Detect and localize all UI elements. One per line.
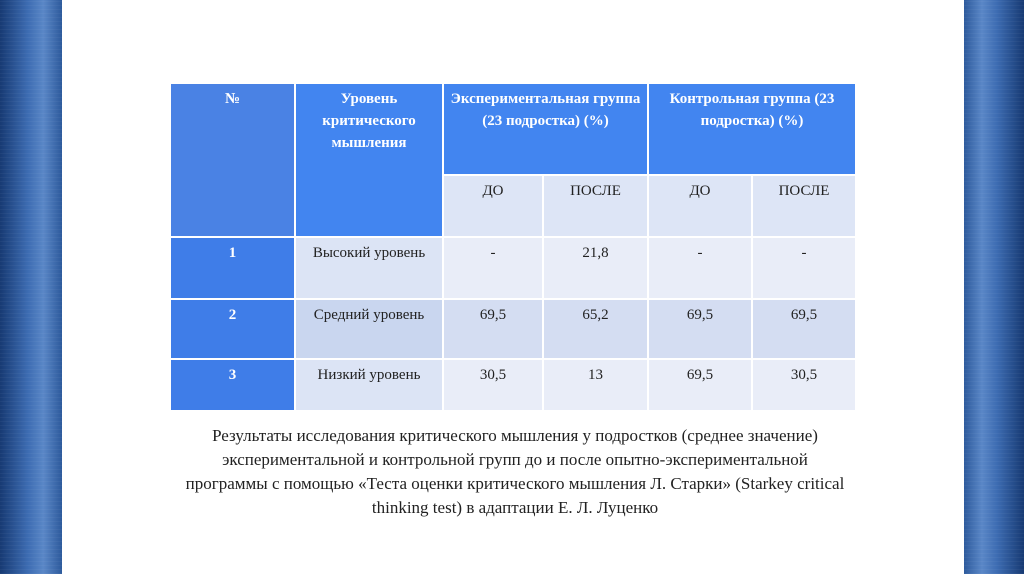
row-level: Низкий уровень	[295, 359, 443, 411]
cell-ctrl-after: 69,5	[752, 299, 856, 359]
header-level: Уровень критического мышления	[295, 83, 443, 237]
row-level: Высокий уровень	[295, 237, 443, 299]
row-number: 2	[170, 299, 295, 359]
cell-exp-after: 21,8	[543, 237, 648, 299]
subheader-exp-before: ДО	[443, 175, 543, 237]
left-background-panel	[0, 0, 62, 574]
subheader-ctrl-before: ДО	[648, 175, 752, 237]
cell-exp-before: 30,5	[443, 359, 543, 411]
cell-exp-after: 13	[543, 359, 648, 411]
cell-ctrl-after: -	[752, 237, 856, 299]
header-number: №	[170, 83, 295, 237]
cell-ctrl-before: 69,5	[648, 359, 752, 411]
cell-ctrl-before: 69,5	[648, 299, 752, 359]
cell-exp-before: 69,5	[443, 299, 543, 359]
header-control-group: Контрольная группа (23 подростка) (%)	[648, 83, 856, 175]
cell-exp-before: -	[443, 237, 543, 299]
row-number: 1	[170, 237, 295, 299]
table-row	[170, 359, 856, 411]
cell-exp-after: 65,2	[543, 299, 648, 359]
subheader-ctrl-after: ПОСЛЕ	[752, 175, 856, 237]
table-row	[170, 299, 856, 359]
header-row	[170, 83, 856, 175]
right-background-panel	[964, 0, 1024, 574]
header-experimental-group: Экспериментальная группа (23 подростка) (%)	[443, 83, 648, 175]
row-level: Средний уровень	[295, 299, 443, 359]
cell-ctrl-after: 30,5	[752, 359, 856, 411]
cell-ctrl-before: -	[648, 237, 752, 299]
table-row	[170, 237, 856, 299]
results-table	[169, 82, 857, 412]
slide	[62, 0, 964, 574]
subheader-exp-after: ПОСЛЕ	[543, 175, 648, 237]
table-caption: Результаты исследования критического мышления у подростков (среднее значение) экспериментальной и контрольной групп до и после опытно-экспериментальной программы с помощью «Теста оценки критического мышления Л. Старки» (Starkey critical thinking test) в адаптации Е. Л. Луценко	[185, 426, 845, 517]
row-number: 3	[170, 359, 295, 411]
